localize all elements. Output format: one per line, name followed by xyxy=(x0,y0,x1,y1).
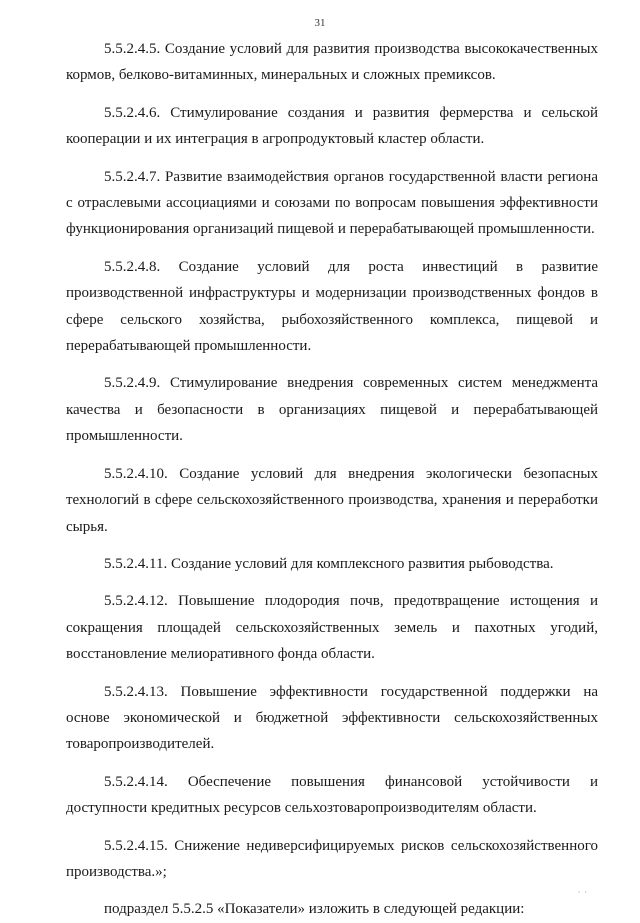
page-number: 31 xyxy=(314,17,326,29)
paragraph-subsection-instruction: подраздел 5.5.2.5 «Показатели» изложить в следующей редакции: xyxy=(104,901,525,918)
paragraph-5-5-2-4-5: 5.5.2.4.5. Создание условий для развития производства высококачественных кормов, белково-витаминных, минеральных и сложных премиксов. xyxy=(66,41,598,84)
document-body xyxy=(66,36,598,923)
paragraph-5-5-2-4-12: 5.5.2.4.12. Повышение плодородия почв, предотвращение истощения и сокращения площадей сельскохозяйственных земель и пахотных угодий, восстановление мелиоративного фонда области. xyxy=(66,593,598,663)
paragraph-5-5-2-4-6: 5.5.2.4.6. Стимулирование создания и развития фермерства и сельской кооперации и их интеграция в агропродуктовый кластер области. xyxy=(66,104,598,148)
paragraph-5-5-2-4-8: 5.5.2.4.8. Создание условий для роста инвестиций в развитие производственной инфраструктуры и модернизации производственных фондов в сфере сельского хозяйства, рыбохозяйственного комплекса, пищевой и перерабатывающей промышленности. xyxy=(66,258,598,355)
paragraph-5-5-2-4-10: 5.5.2.4.10. Создание условий для внедрения экологически безопасных технологий в сфере сельскохозяйственного производства, хранения и переработки сырья. xyxy=(66,465,598,535)
paragraph-5-5-2-4-11: 5.5.2.4.11. Создание условий для комплексного развития рыбоводства. xyxy=(104,555,554,572)
paragraph-5-5-2-4-14: 5.5.2.4.14. Обеспечение повышения финансовой устойчивости и доступности кредитных ресурсов сельхозтоваропроизводителям области. xyxy=(66,773,598,817)
paragraph-5-5-2-4-13: 5.5.2.4.13. Повышение эффективности государственной поддержки на основе экономической и бюджетной эффективности сельскохозяйственных товаропроизводителей. xyxy=(66,683,598,753)
paragraph-5-5-2-4-9: 5.5.2.4.9. Стимулирование внедрения современных систем менеджмента качества и безопасности в организациях пищевой и перерабатывающей промышленности. xyxy=(66,375,598,445)
paragraph-5-5-2-4-7: 5.5.2.4.7. Развитие взаимодействия органов государственной власти региона с отраслевыми ассоциациями и союзами по вопросам повышения эффективности функционирования организаций пищевой и перерабатывающей промышленности. xyxy=(66,168,598,238)
page-corner-mark: · · xyxy=(577,888,588,897)
paragraph-5-5-2-4-15: 5.5.2.4.15. Снижение недиверсифицируемых рисков сельскохозяйственного производства.»; xyxy=(66,837,598,880)
